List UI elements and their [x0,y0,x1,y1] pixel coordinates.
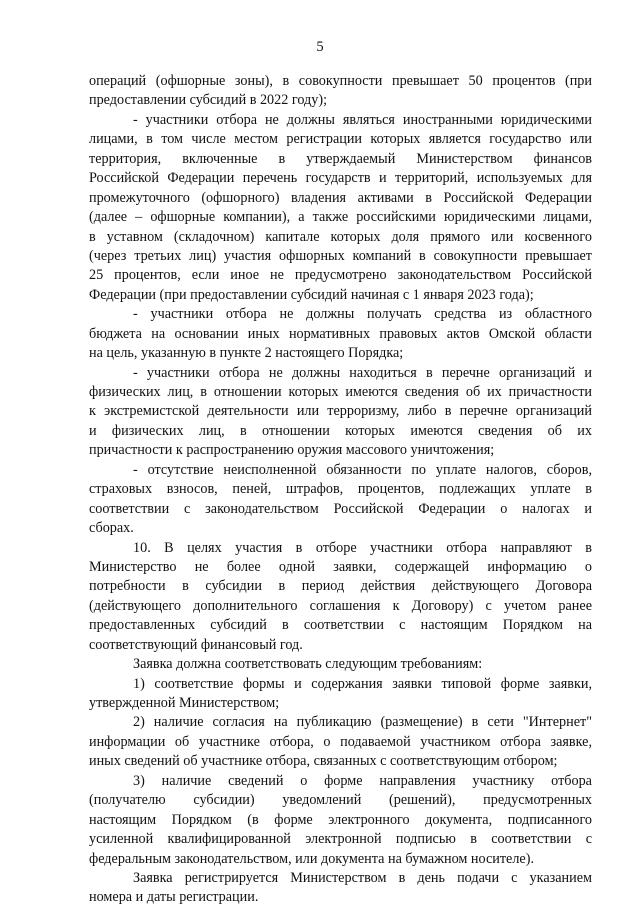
text-line: в уставном (складочном) капитале которых доля прямого или косвенного [89,228,592,245]
text-line: к экстремистской деятельности или терроризму, либо в перечне организаций [89,403,592,420]
text-line: потребности в субсидии в период действия действующего Договора [89,578,592,595]
text-line: на цель, указанную в пункте 2 настоящего Порядка; [89,345,404,362]
text-line: Заявка регистрируется Министерством в день подачи с указанием [133,869,592,886]
text-line: Заявка должна соответствовать следующим требованиям: [133,656,483,673]
page-number: 5 [316,39,324,55]
text-line: 25 процентов, если иное не предусмотрено законодательством Российской [89,267,592,284]
text-line: промежуточного (офшорного) владения активами в Российской Федерации [89,189,592,206]
text-line: физических лиц, в отношении которых имеются сведения об их причастности [89,384,592,400]
text-line: 3) наличие сведений о форме направления участнику отбора [133,772,592,789]
text-line: (через третьих лиц) участия офшорных компаний в совокупности превышает [89,247,592,264]
text-line: предоставленных субсидий в соответствии с настоящим Порядком на [89,617,592,634]
text-line: операций (офшорные зоны), в совокупности превышает 50 процентов (при [89,73,592,89]
text-line: и физических лиц, в отношении которых имеются сведения об их [89,422,592,439]
text-line: страховых взносов, пеней, штрафов, процентов, подлежащих уплате в [89,481,592,498]
text-line: (получателю субсидии) уведомлений (решений), предусмотренных [89,792,592,809]
text-line: - отсутствие неисполненной обязанности по уплате налогов, сборов, [133,461,592,478]
text-line: федеральным законодательством, или документа на бумажном носителе). [89,850,534,867]
text-line: территория, включенные в утверждаемый Министерством финансов [89,150,592,167]
text-line: иных сведений об участнике отбора, связанных с соответствующим отбором; [89,753,558,770]
text-line: 2) наличие согласия на публикацию (размещение) в сети "Интернет" [133,714,592,731]
text-line: (далее – офшорные компании), а также российскими юридическими лицами, [89,209,592,226]
text-line: - участники отбора не должны получать средства из областного [133,306,592,323]
text-line: Российской Федерации перечень государств и территорий, используемых для [89,170,592,187]
document-body [89,72,592,908]
text-line: номера и даты регистрации. [89,889,259,906]
text-line: информации об участнике отбора, о подаваемой участником отбора заявке, [89,733,592,750]
text-line: (действующего дополнительного соглашения к Договору) с учетом ранее [89,597,592,614]
text-line: - участники отбора не должны являться иностранными юридическими [133,111,592,128]
text-line: 1) соответствие формы и содержания заявки типовой форме заявки, [133,675,592,692]
text-line: предоставлении субсидий в 2022 году); [89,92,328,109]
text-line: Федерации (при предоставлении субсидий начиная с 1 января 2023 года); [89,286,534,303]
text-line: настоящим Порядком (в форме электронного документа, подписанного [89,811,592,828]
text-line: соответствии с законодательством Российской Федерации о налогах и [89,500,592,517]
text-line: усиленной квалифицированной электронной подписью в соответствии с [89,831,592,848]
text-line: утвержденной Министерством; [89,695,280,711]
text-line: лицами, в том числе местом регистрации которых является государство или [89,131,592,148]
text-line: причастности к распространению оружия массового уничтожения; [89,442,495,459]
text-line: сборах. [89,520,134,537]
text-line: бюджета на основании иных нормативных правовых актов Омской области [89,325,592,342]
text-line: - участники отбора не должны находиться в перечне организаций и [133,364,592,381]
text-line: Министерство не более одной заявки, содержащей информацию о [89,558,592,575]
text-line: соответствующий финансовый год. [89,636,303,653]
text-line: 10. В целях участия в отборе участники отбора направляют в [133,539,592,556]
